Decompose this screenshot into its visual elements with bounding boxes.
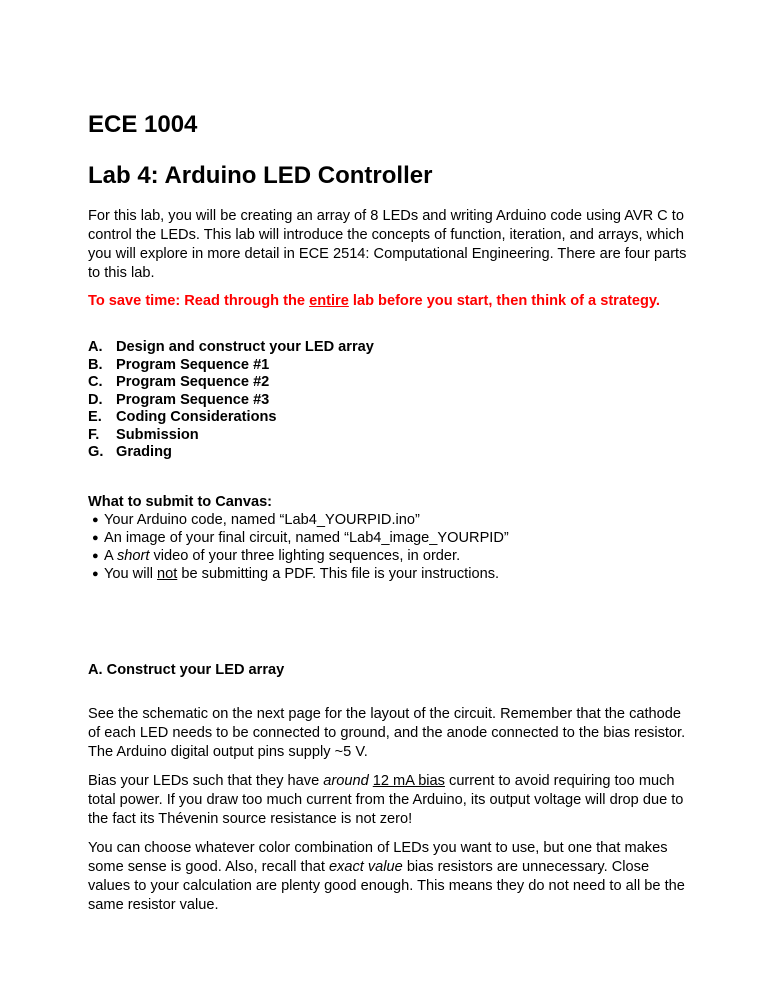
part-letter: C. (88, 374, 103, 390)
submit-item-text-after: be submitting a PDF. This file is your instructions. (177, 566, 500, 582)
part-label: Coding Considerations (116, 409, 277, 425)
warning-text-before: To save time: Read through the (88, 293, 310, 309)
para2-text-after: current to avoid requiring too much total power. If you draw too much current from the Arduino, its output voltage will drop due to the fact its Thévenin source resistance is not zero! (88, 773, 684, 827)
submit-list-item (88, 565, 509, 583)
parts-list-item (88, 339, 374, 357)
part-letter: D. (88, 391, 103, 408)
part-letter: B. (88, 356, 103, 373)
warning-text-after: lab before you start, then think of a strategy. (348, 293, 660, 309)
part-label: Design and construct your LED array (116, 339, 374, 355)
submit-list (88, 511, 509, 583)
part-label: Grading (116, 444, 172, 460)
section-a-paragraph-1: See the schematic on the next page for the layout of the circuit. Remember that the cathode of each LED needs to be connected to ground, and the anode connected to the bias resistor. The Arduino digital output pins supply ~5 V. (88, 706, 686, 760)
bullet-icon: ● (92, 550, 99, 562)
course-title: ECE 1004 (88, 111, 198, 138)
bullet-icon: ● (92, 514, 99, 526)
parts-list-item (88, 409, 374, 427)
para3-text-before: You can choose whatever color combination of LEDs you want to use, but one that makes some sense is good. Also, recall that (88, 840, 668, 875)
para2-underline: 12 mA bias (372, 773, 445, 789)
submit-list-item (88, 547, 509, 565)
intro-paragraph: For this lab, you will be creating an array of 8 LEDs and writing Arduino code using AVR C to control the LEDs. This lab will introduce the concepts of function, iteration, and arrays, which you will explore in more detail in ECE 2514: Computational Engineering. There are four parts to this lab. (88, 208, 687, 281)
submit-list-item (88, 511, 509, 529)
para2-italic: around (323, 773, 369, 789)
warning-emphasis: entire (309, 293, 349, 309)
parts-list-item (88, 357, 374, 375)
para2-text-before: Bias your LEDs such that they have (88, 773, 324, 789)
section-a-paragraph-3 (88, 839, 688, 915)
section-a-paragraph-2 (88, 772, 688, 829)
submit-item-text-after: video of your three lighting sequences, in order. (149, 548, 461, 564)
submit-item-emphasis: not (157, 566, 178, 582)
part-label: Program Sequence #2 (116, 374, 270, 390)
warning-note (88, 292, 688, 311)
parts-list (88, 339, 374, 462)
parts-list-item (88, 392, 374, 410)
para3-italic: exact value (328, 859, 403, 875)
part-label: Program Sequence #1 (116, 356, 270, 373)
submit-heading: What to submit to Canvas: (88, 494, 273, 510)
part-letter: F. (88, 426, 100, 443)
part-letter: E. (88, 409, 102, 425)
part-letter: A. (88, 339, 103, 355)
bullet-icon: ● (92, 532, 99, 544)
submit-item-text: An image of your final circuit, named “Lab4_image_YOURPID” (104, 530, 509, 546)
para3-text-after: bias resistors are unnecessary. Close values to your calculation are plenty good enough. This means they do not need to all be the same resistor value. (88, 859, 685, 913)
bullet-icon: ● (92, 568, 99, 580)
submit-list-item (88, 529, 509, 547)
part-label: Program Sequence #3 (116, 391, 270, 408)
submit-item-emphasis: short (116, 548, 150, 564)
part-letter: G. (88, 444, 104, 460)
submit-item-text: Your Arduino code, named “Lab4_YOURPID.ino” (104, 512, 420, 528)
submit-item-text-before: A (104, 548, 117, 564)
submit-item-text-before: You will (104, 566, 158, 582)
lab-title: Lab 4: Arduino LED Controller (88, 162, 433, 189)
parts-list-item (88, 444, 374, 462)
submit-item-text (104, 547, 460, 565)
parts-list-item (88, 374, 374, 392)
parts-list-item (88, 427, 374, 445)
section-a-heading: A. Construct your LED array (88, 662, 285, 678)
submit-item-text (104, 565, 499, 583)
part-label: Submission (116, 426, 199, 443)
